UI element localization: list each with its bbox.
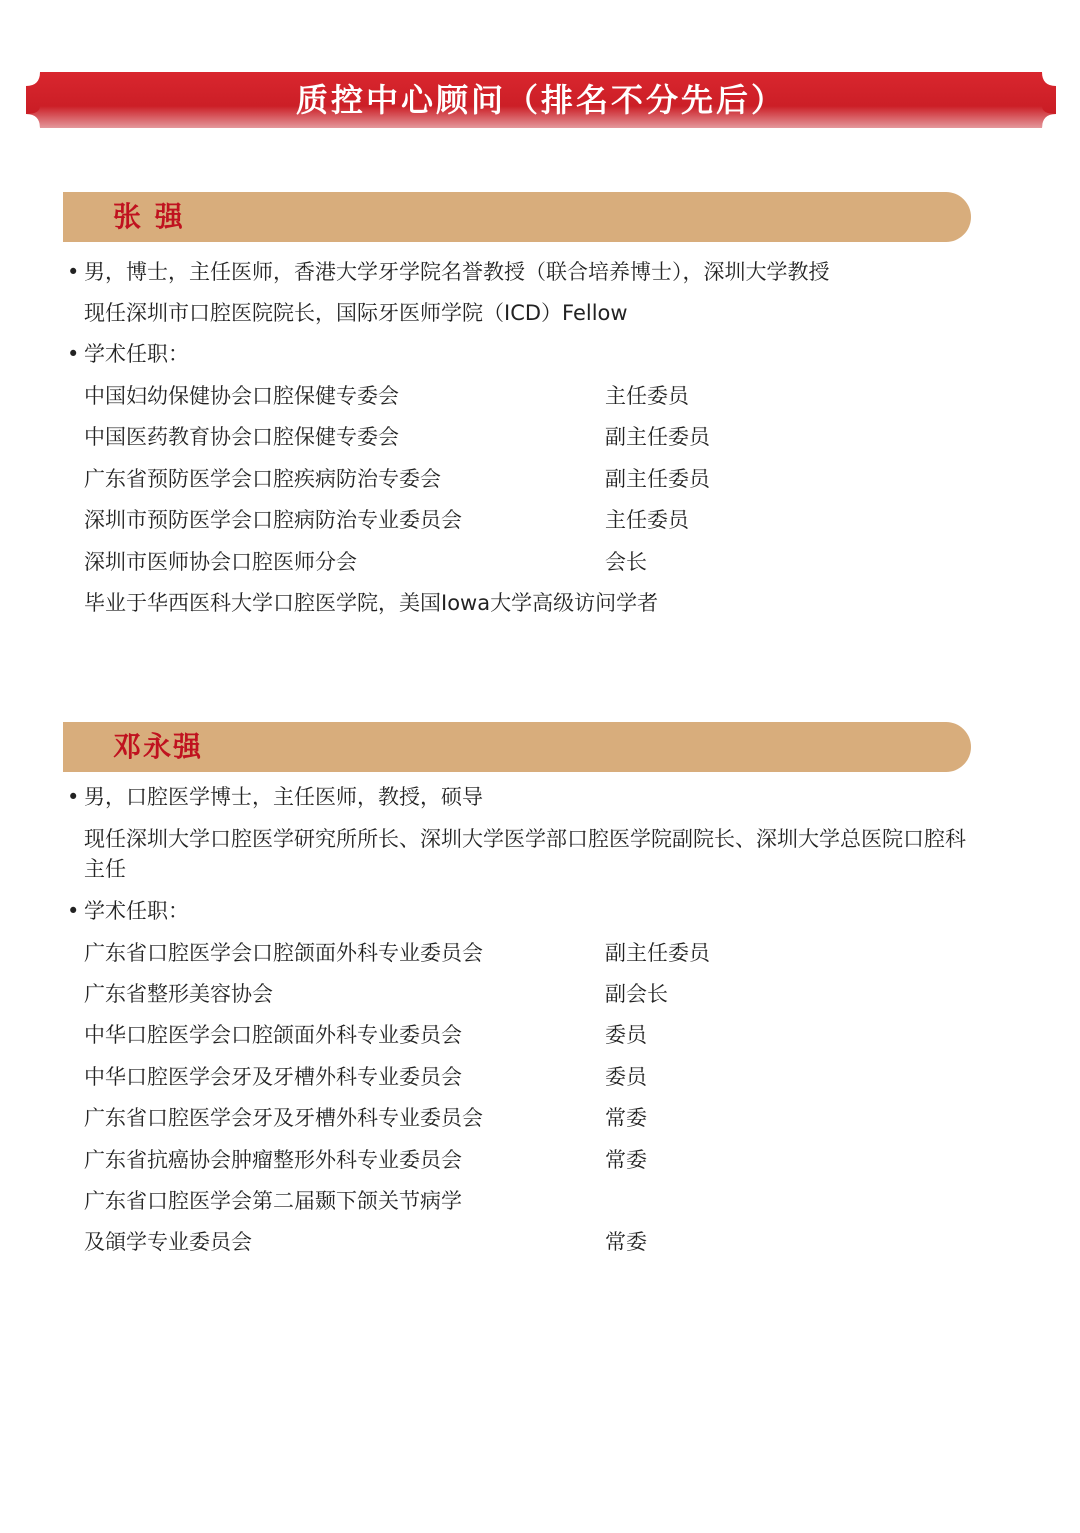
- role-org: 中华口腔医学会牙及牙槽外科专业委员会: [84, 1065, 462, 1089]
- posts-label: 学术任职：: [84, 342, 189, 366]
- role-org: 广东省口腔医学会牙及牙槽外科专业委员会: [84, 1106, 483, 1130]
- role-title: 委员: [605, 1023, 647, 1047]
- role-title: 副主任委员: [605, 467, 710, 491]
- role-org: 中国医药教育协会口腔保健专委会: [84, 425, 399, 449]
- role-title: 主任委员: [605, 508, 689, 532]
- role-org: 深圳市医师协会口腔医师分会: [84, 550, 357, 574]
- role-org: 广东省口腔医学会口腔颌面外科专业委员会: [84, 941, 483, 965]
- role-title: 常委: [605, 1148, 647, 1172]
- bullet-icon: •: [67, 260, 80, 284]
- person-name: 邓永强: [113, 730, 204, 763]
- role-title: 会长: [605, 550, 647, 574]
- person-intro: 男，博士，主任医师，香港大学牙学院名誉教授（联合培养博士），深圳大学教授: [84, 260, 830, 284]
- person-current-position: 现任深圳大学口腔医学研究所所长、深圳大学医学部口腔医学院副院长、深圳大学总医院口腔科主任: [84, 827, 966, 881]
- person-current-position: 现任深圳市口腔医院院长，国际牙医师学院（ICD）Fellow: [84, 301, 628, 325]
- person-intro: 男，口腔医学博士，主任医师，教授，硕导: [84, 785, 483, 809]
- bullet-icon: •: [67, 899, 80, 923]
- role-org: 及頜学专业委员会: [84, 1230, 252, 1254]
- person-name: 张 强: [113, 200, 185, 233]
- title-banner: [26, 72, 1056, 128]
- role-title: 副主任委员: [605, 941, 710, 965]
- role-org: 中国妇幼保健协会口腔保健专委会: [84, 384, 399, 408]
- role-title: 主任委员: [605, 384, 689, 408]
- role-org: 中华口腔医学会口腔颌面外科专业委员会: [84, 1023, 462, 1047]
- person-header-1: [63, 192, 971, 242]
- role-org: 广东省口腔医学会第二届颞下颌关节病学: [84, 1189, 462, 1213]
- page-title: 质控中心顾问（排名不分先后）: [295, 81, 786, 119]
- role-org: 广东省整形美容协会: [84, 982, 273, 1006]
- posts-label: 学术任职：: [84, 899, 189, 923]
- person-education: 毕业于华西医科大学口腔医学院，美国Iowa大学高级访问学者: [84, 591, 659, 615]
- bullet-icon: •: [67, 785, 80, 809]
- role-title: 副主任委员: [605, 425, 710, 449]
- person-header-2: [63, 722, 971, 772]
- role-title: 副会长: [605, 982, 668, 1006]
- role-org: 深圳市预防医学会口腔病防治专业委员会: [84, 508, 462, 532]
- role-org: 广东省预防医学会口腔疾病防治专委会: [84, 467, 441, 491]
- bullet-icon: •: [67, 342, 80, 366]
- role-title: 委员: [605, 1065, 647, 1089]
- role-org: 广东省抗癌协会肿瘤整形外科专业委员会: [84, 1148, 462, 1172]
- role-title: 常委: [605, 1230, 647, 1254]
- role-title: 常委: [605, 1106, 647, 1130]
